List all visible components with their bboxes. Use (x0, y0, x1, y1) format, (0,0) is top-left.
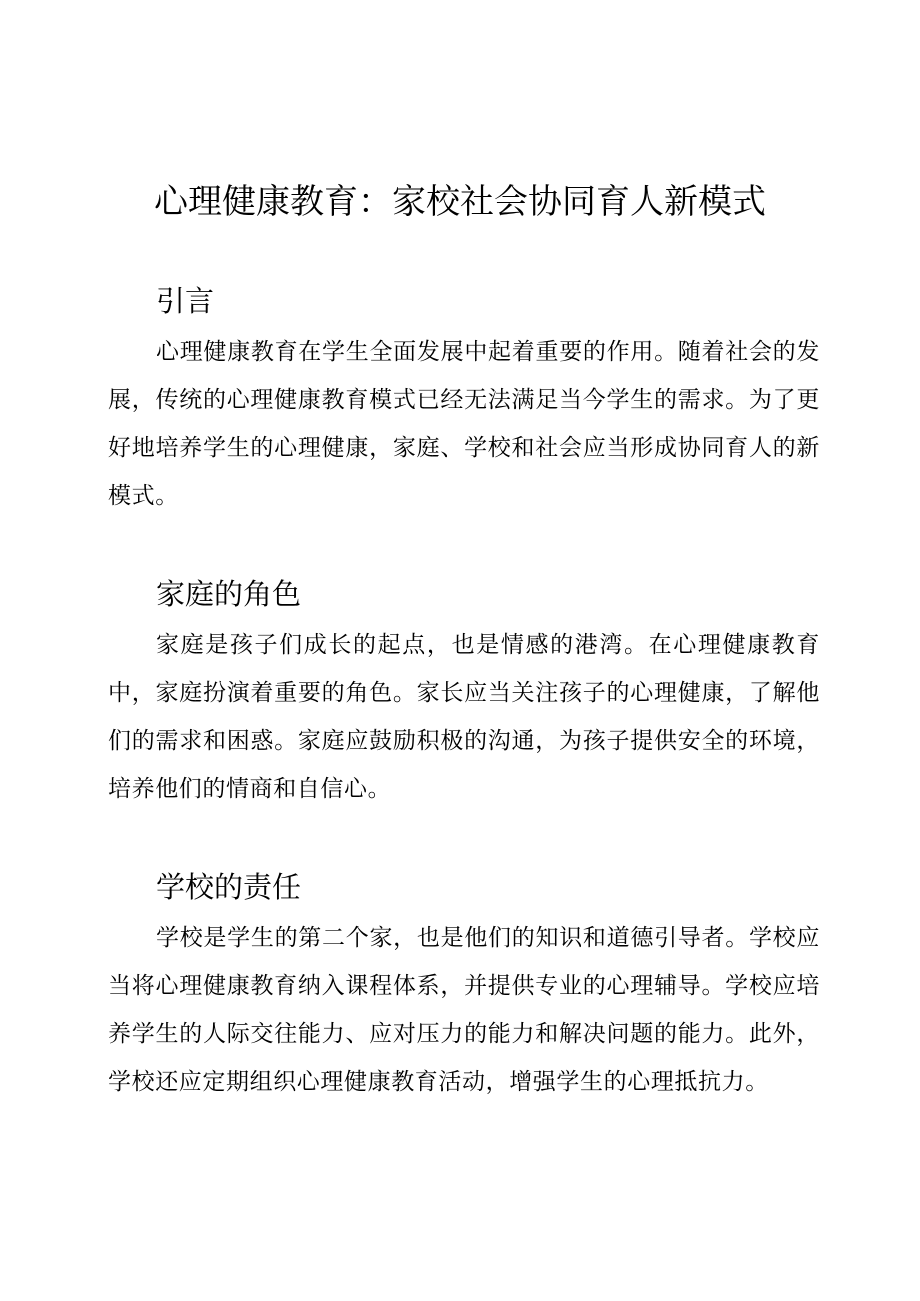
section-heading-school-responsibility: 学校的责任 (156, 870, 302, 904)
section-body-family-role: 家庭是孩子们成长的起点，也是情感的港湾。在心理健康教育中，家庭扮演着重要的角色。家长应当关注孩子的心理健康，了解他们的需求和困惑。家庭应鼓励积极的沟通，为孩子提供安全的环境，培养他们的情商和自信心。 (108, 632, 820, 802)
section-body-introduction: 心理健康教育在学生全面发展中起着重要的作用。随着社会的发展，传统的心理健康教育模式已经无法满足当今学生的需求。为了更好地培养学生的心理健康，家庭、学校和社会应当形成协同育人的新模式。 (108, 339, 820, 509)
document-title: 心理健康教育：家校社会协同育人新模式 (154, 182, 766, 222)
section-body-school-responsibility: 学校是学生的第二个家，也是他们的知识和道德引导者。学校应当将心理健康教育纳入课程体系，并提供专业的心理辅导。学校应培养学生的人际交往能力、应对压力的能力和解决问题的能力。此外，学校还应定期组织心理健康教育活动，增强学生的心理抵抗力。 (108, 925, 820, 1095)
section-heading-introduction: 引言 (156, 284, 215, 318)
section-heading-family-role: 家庭的角色 (156, 577, 302, 611)
